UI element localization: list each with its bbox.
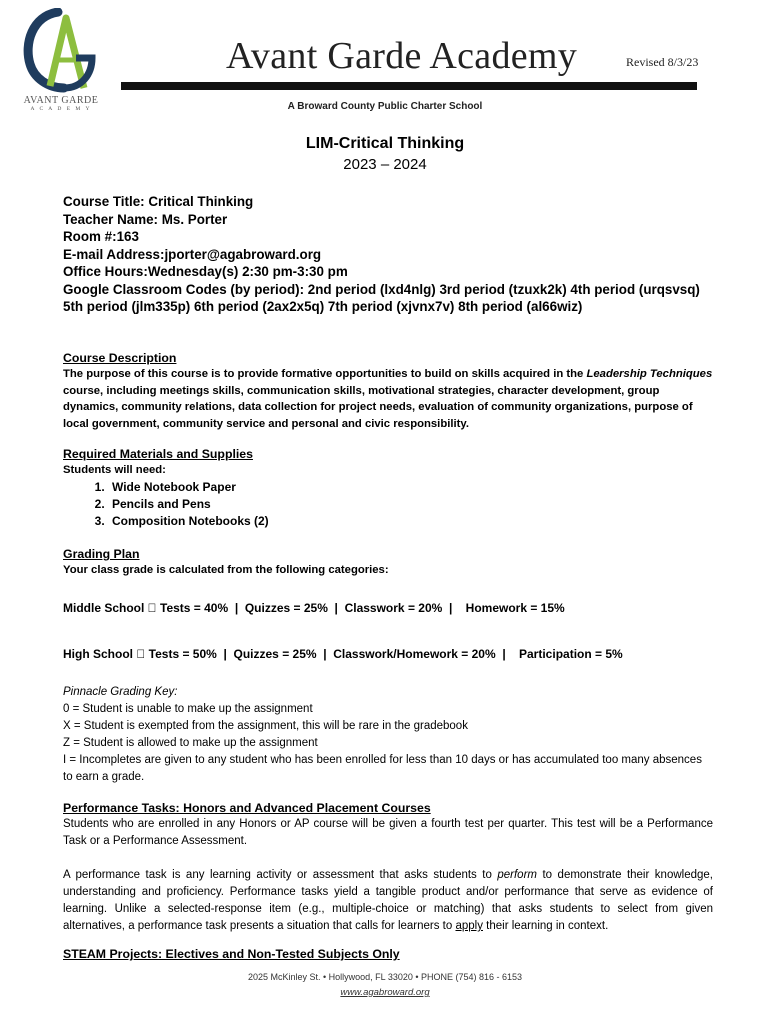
performance-heading: Performance Tasks: Honors and Advanced Placement Courses bbox=[63, 801, 431, 815]
email-address: E-mail Address:jporter@agabroward.org bbox=[63, 246, 322, 262]
steam-heading: STEAM Projects: Electives and Non-Tested Subjects Only bbox=[63, 947, 400, 961]
course-title: Course Title: Critical Thinking bbox=[63, 194, 254, 209]
materials-section bbox=[63, 446, 713, 530]
grading-heading: Grading Plan bbox=[63, 547, 140, 561]
high-school-grading: High School Tests = 50% | Quizzes = 25% | Classwork/Homework = 20% | Participation = 5% bbox=[63, 647, 618, 661]
logo-subtext: A C A D E M Y bbox=[30, 106, 92, 112]
middle-school-grading: Middle School Tests = 40% | Quizzes = 25% | Classwork = 20% | Homework = 15% bbox=[63, 601, 560, 615]
school-name: Avant Garde Academy bbox=[226, 35, 578, 77]
pinnacle-line: 0 = Student is unable to make up the assignment bbox=[63, 703, 313, 715]
course-description-section bbox=[63, 350, 713, 432]
teacher-name: Teacher Name: Ms. Porter bbox=[63, 211, 228, 227]
header-rule bbox=[121, 82, 697, 90]
pinnacle-line: X = Student is exempted from the assignment, this will be rare in the gradebook bbox=[63, 720, 468, 732]
list-item: 3. Composition Notebooks (2) bbox=[108, 513, 713, 530]
performance-paragraph-1: Students who are enrolled in any Honors or AP course will be given a fourth test per quarter. This test will be a Performance Task or a Performance Assessment. bbox=[63, 818, 713, 847]
pinnacle-line: Z = Student is allowed to make up the assignment bbox=[63, 737, 318, 749]
materials-intro: Students will need: bbox=[63, 464, 166, 476]
header-subtitle: A Broward County Public Charter School bbox=[287, 101, 483, 112]
footer-website-link[interactable]: www.agabroward.org bbox=[340, 987, 430, 998]
course-info bbox=[63, 193, 713, 316]
performance-section bbox=[63, 800, 713, 935]
grading-intro: Your class grade is calculated from the following categories: bbox=[63, 564, 389, 576]
office-hours: Office Hours:Wednesday(s) 2:30 pm-3:30 pm bbox=[63, 264, 348, 279]
footer-address: 2025 McKinley St. • Hollywood, FL 33020 • PHONE (754) 816 - 6153 bbox=[247, 972, 523, 982]
logo-wordmark: AVANT GARDE bbox=[23, 95, 99, 106]
grading-section bbox=[63, 546, 713, 579]
pinnacle-section bbox=[63, 684, 713, 786]
performance-paragraph-2: A performance task is any learning activity or assessment that asks students to perform to demonstrate their knowledge, understanding and proficiency. Performance tasks yield a tangible product and/or performance that serve as evidence of learning. Unlike a selected-response item (e.g., multiple-choice or matching) that asks students to select from given alternatives, a performance task presents a situation that calls for learners to apply their learning in context. bbox=[63, 869, 713, 932]
revised-date: Revised 8/3/23 bbox=[626, 55, 699, 69]
pinnacle-heading: Pinnacle Grading Key: bbox=[63, 686, 178, 698]
classroom-codes: Google Classroom Codes (by period): 2nd period (lxd4nlg) 3rd period (tzuxk2k) 4th period (urqsvsq) 5th period (jlm335p) 6th period (2ax2x5q) 7th period (xjvnx7v) 8th period (al66wiz) bbox=[63, 281, 700, 314]
list-item: 2. Pencils and Pens bbox=[108, 496, 713, 513]
course-description-heading: Course Description bbox=[63, 351, 177, 365]
steam-section bbox=[63, 946, 713, 962]
room-number: Room #:163 bbox=[63, 229, 139, 244]
list-item: 1. Wide Notebook Paper bbox=[108, 479, 713, 496]
pinnacle-line: I = Incompletes are given to any student who has been enrolled for less than 10 days or has accumulated too many absences to earn a grade. bbox=[63, 754, 702, 783]
course-description-text: The purpose of this course is to provide formative opportunities to build on skills acquired in the Leadership Techniques course, including meetings skills, communication skills, motivational strategies, character development, group dynamics, community relations, data collection for project needs, evaluation of community organizations, purpose of local government, community service and personal and civic responsibility. bbox=[63, 368, 713, 430]
school-year: 2023 – 2024 bbox=[343, 156, 427, 173]
materials-heading: Required Materials and Supplies bbox=[63, 447, 253, 461]
document-title: LIM-Critical Thinking bbox=[305, 135, 465, 152]
materials-list bbox=[63, 479, 713, 530]
